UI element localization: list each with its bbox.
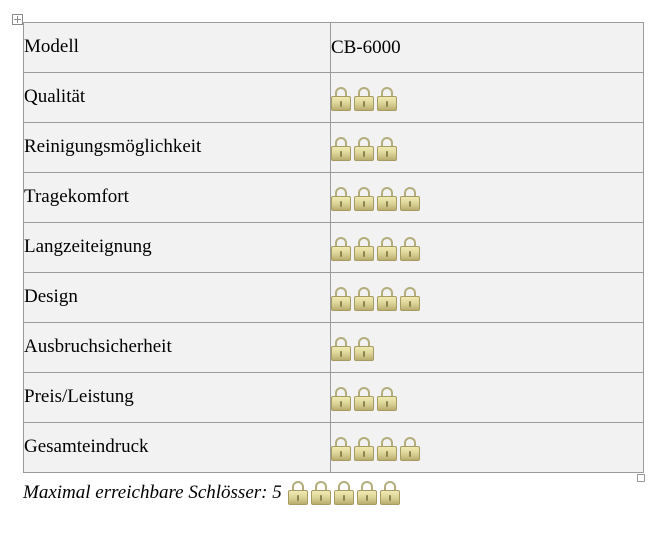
row-value — [331, 373, 644, 423]
table-row — [24, 323, 644, 373]
padlock-icon — [357, 481, 377, 505]
table-row — [24, 123, 644, 173]
padlock-icon — [354, 337, 374, 361]
padlock-icon — [354, 387, 374, 411]
table-row — [24, 173, 644, 223]
padlock-icon — [288, 481, 308, 505]
lock-rating — [331, 223, 643, 272]
padlock-icon — [331, 237, 351, 261]
lock-rating — [331, 273, 643, 322]
padlock-icon — [334, 481, 354, 505]
footnote — [23, 481, 400, 505]
padlock-icon — [354, 437, 374, 461]
padlock-icon — [311, 481, 331, 505]
row-value — [331, 123, 644, 173]
table-row — [24, 373, 644, 423]
row-label: Modell — [24, 23, 331, 73]
row-value — [331, 273, 644, 323]
padlock-icon — [354, 87, 374, 111]
padlock-icon — [377, 287, 397, 311]
padlock-icon — [377, 87, 397, 111]
table-move-handle-icon[interactable] — [12, 14, 23, 25]
row-label: Design — [24, 273, 331, 323]
row-label: Preis/Leistung — [24, 373, 331, 423]
padlock-icon — [400, 287, 420, 311]
lock-rating — [331, 173, 643, 222]
padlock-icon — [400, 187, 420, 211]
table-row — [24, 223, 644, 273]
row-label: Langzeiteignung — [24, 223, 331, 273]
padlock-icon — [380, 481, 400, 505]
padlock-icon — [354, 237, 374, 261]
table-resize-handle-icon[interactable] — [637, 474, 645, 482]
row-value — [331, 423, 644, 473]
row-value — [331, 73, 644, 123]
lock-rating — [331, 73, 643, 122]
padlock-icon — [331, 287, 351, 311]
row-value: CB-6000 — [331, 23, 644, 73]
row-value — [331, 323, 644, 373]
padlock-icon — [331, 437, 351, 461]
lock-rating — [331, 423, 643, 472]
padlock-icon — [331, 387, 351, 411]
padlock-icon — [400, 437, 420, 461]
padlock-icon — [377, 187, 397, 211]
lock-rating — [331, 373, 643, 422]
rating-table-body — [24, 23, 644, 473]
padlock-icon — [331, 87, 351, 111]
padlock-icon — [331, 137, 351, 161]
row-label: Tragekomfort — [24, 173, 331, 223]
table-row — [24, 273, 644, 323]
padlock-icon — [354, 187, 374, 211]
padlock-icon — [331, 187, 351, 211]
row-value — [331, 173, 644, 223]
padlock-icon — [331, 337, 351, 361]
row-label: Ausbruchsicherheit — [24, 323, 331, 373]
padlock-icon — [377, 387, 397, 411]
padlock-icon — [354, 287, 374, 311]
padlock-icon — [354, 137, 374, 161]
padlock-icon — [377, 137, 397, 161]
footnote-text: Maximal erreichbare Schlösser: 5 — [23, 482, 282, 503]
lock-rating — [331, 123, 643, 172]
padlock-icon — [377, 237, 397, 261]
row-label: Qualität — [24, 73, 331, 123]
padlock-icon — [400, 237, 420, 261]
table-row — [24, 73, 644, 123]
footnote-lock-rating — [288, 481, 400, 505]
rating-table — [23, 22, 644, 473]
padlock-icon — [377, 437, 397, 461]
row-value — [331, 223, 644, 273]
row-label: Reinigungsmöglichkeit — [24, 123, 331, 173]
table-row — [24, 423, 644, 473]
lock-rating — [331, 323, 643, 372]
row-label: Gesamteindruck — [24, 423, 331, 473]
table-row — [24, 23, 644, 73]
